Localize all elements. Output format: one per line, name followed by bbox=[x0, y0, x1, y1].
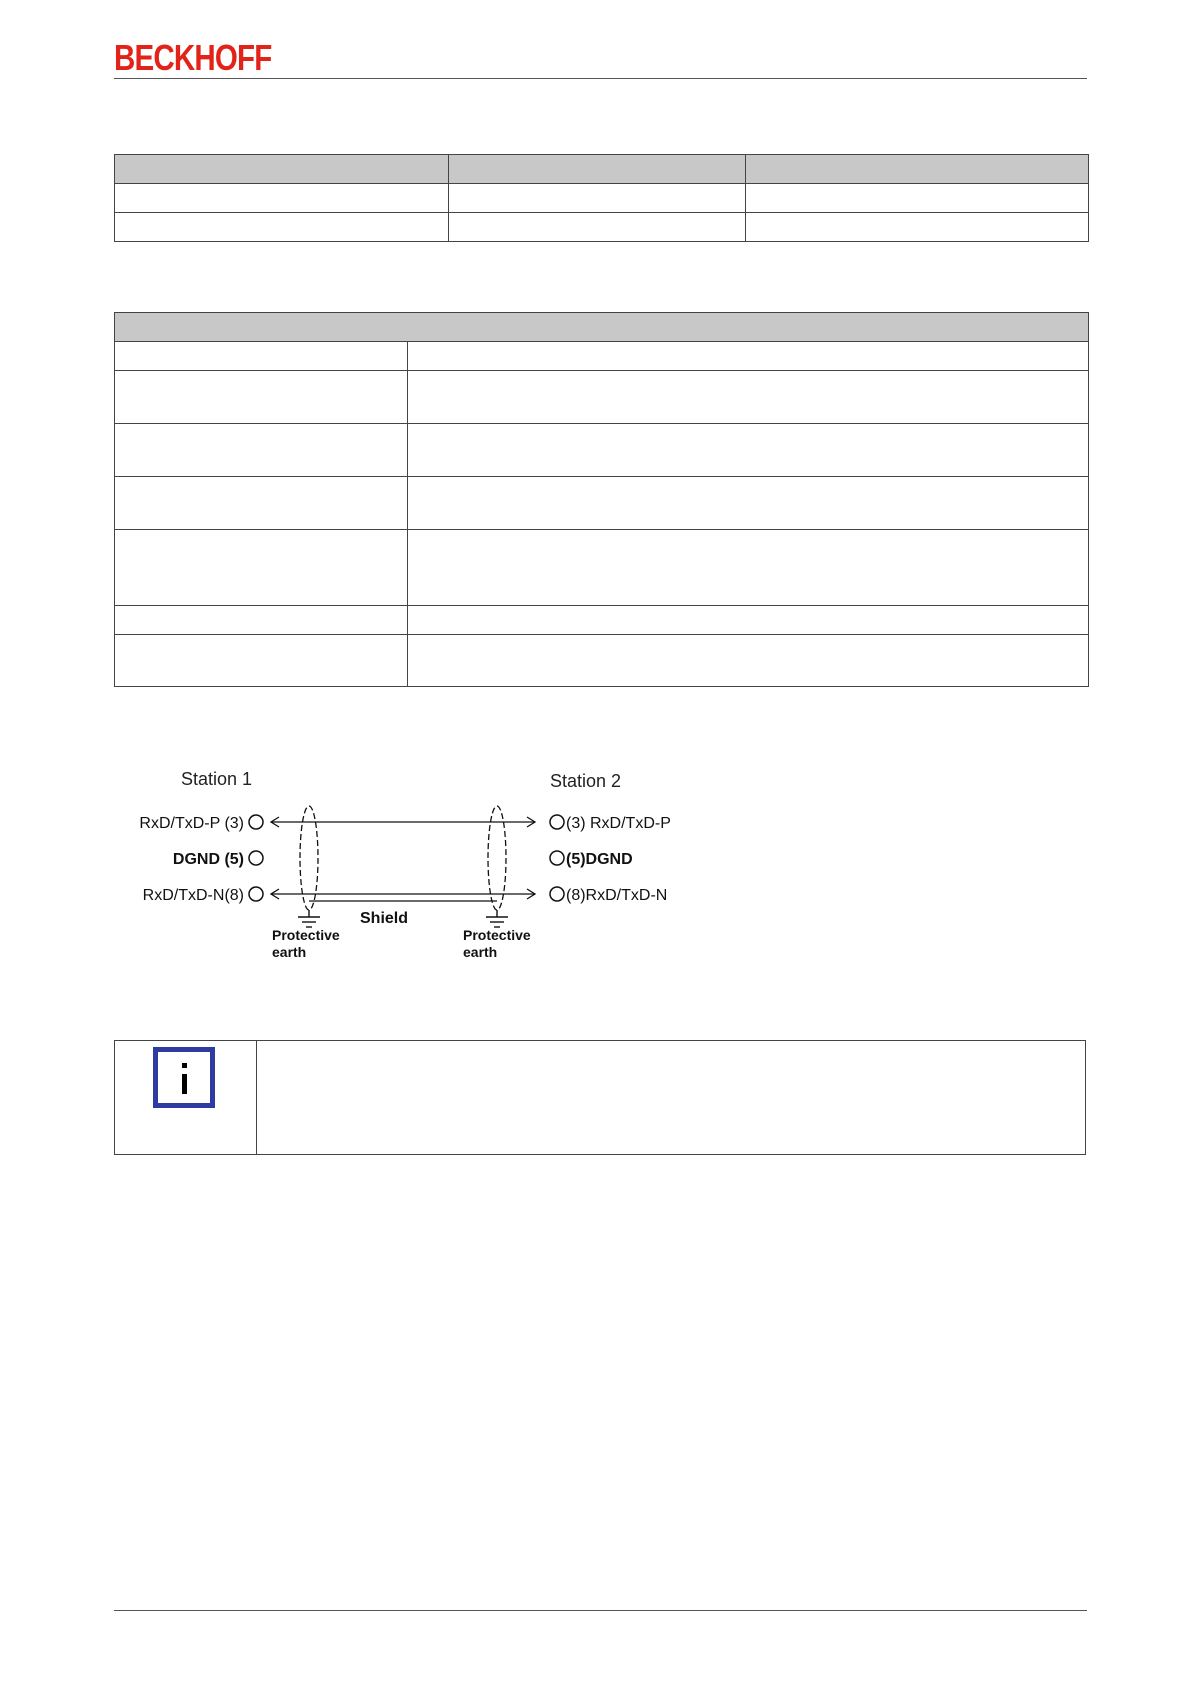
table-cell bbox=[115, 606, 408, 635]
table-header-cell bbox=[115, 155, 449, 184]
terminal-icon bbox=[249, 887, 263, 901]
table-cell bbox=[115, 184, 449, 213]
note-icon-cell bbox=[115, 1041, 257, 1154]
station2-pin-dgnd: (5)DGND bbox=[566, 851, 633, 868]
table-header-row bbox=[115, 155, 1089, 184]
earth-label-1-line1: Protective bbox=[272, 927, 340, 943]
table-2 bbox=[114, 312, 1089, 687]
terminal-icon bbox=[249, 815, 263, 829]
beckhoff-logo: BECKHOFF bbox=[114, 37, 272, 78]
station2-title: Station 2 bbox=[550, 771, 622, 791]
table-cell bbox=[408, 530, 1089, 606]
table-cell bbox=[408, 371, 1089, 424]
table-cell bbox=[746, 184, 1089, 213]
table-row bbox=[115, 342, 1089, 371]
footer-divider bbox=[114, 1610, 1087, 1611]
station2-pin-rxd-txd-n: (8)RxD/TxD-N bbox=[566, 887, 668, 904]
table-cell bbox=[449, 184, 746, 213]
table-row bbox=[115, 606, 1089, 635]
table-cell bbox=[115, 213, 449, 242]
earth-label-2-line2: earth bbox=[463, 944, 498, 960]
table-row bbox=[115, 213, 1089, 242]
table-cell bbox=[115, 371, 408, 424]
table-header-cell bbox=[746, 155, 1089, 184]
table-row bbox=[115, 635, 1089, 687]
table-1 bbox=[114, 154, 1089, 242]
header-divider bbox=[114, 78, 1087, 79]
rs485-wiring-diagram bbox=[114, 760, 714, 980]
table-cell bbox=[408, 635, 1089, 687]
table-header-row bbox=[115, 313, 1089, 342]
station1-pin-rxd-txd-n: RxD/TxD-N(8) bbox=[142, 887, 244, 904]
station1-pin-rxd-txd-p: RxD/TxD-P (3) bbox=[139, 815, 244, 832]
table-cell bbox=[115, 342, 408, 371]
table-header-cell bbox=[449, 155, 746, 184]
table-row bbox=[115, 371, 1089, 424]
station1-pin-dgnd: DGND (5) bbox=[172, 851, 244, 868]
station2-pin-rxd-txd-p: (3) RxD/TxD-P bbox=[566, 815, 671, 832]
table-cell bbox=[115, 530, 408, 606]
terminal-icon bbox=[249, 851, 263, 865]
table-cell bbox=[408, 342, 1089, 371]
table-cell bbox=[746, 213, 1089, 242]
table-cell bbox=[408, 606, 1089, 635]
info-icon bbox=[153, 1047, 215, 1108]
table-cell bbox=[449, 213, 746, 242]
note-box bbox=[114, 1040, 1086, 1155]
terminal-icon bbox=[550, 851, 564, 865]
ground-icon bbox=[486, 910, 508, 927]
table-row bbox=[115, 477, 1089, 530]
shield-label: Shield bbox=[360, 910, 409, 927]
table-cell bbox=[408, 477, 1089, 530]
ground-icon bbox=[298, 910, 320, 927]
earth-label-1-line2: earth bbox=[272, 944, 307, 960]
earth-label-2-line1: Protective bbox=[463, 927, 531, 943]
table-row bbox=[115, 424, 1089, 477]
table-cell bbox=[115, 424, 408, 477]
table-cell bbox=[115, 477, 408, 530]
terminal-icon bbox=[550, 887, 564, 901]
terminal-icon bbox=[550, 815, 564, 829]
table-cell bbox=[408, 424, 1089, 477]
table-row bbox=[115, 530, 1089, 606]
station1-title: Station 1 bbox=[181, 769, 253, 789]
table-header-cell bbox=[115, 313, 1089, 342]
table-cell bbox=[115, 635, 408, 687]
table-row bbox=[115, 184, 1089, 213]
